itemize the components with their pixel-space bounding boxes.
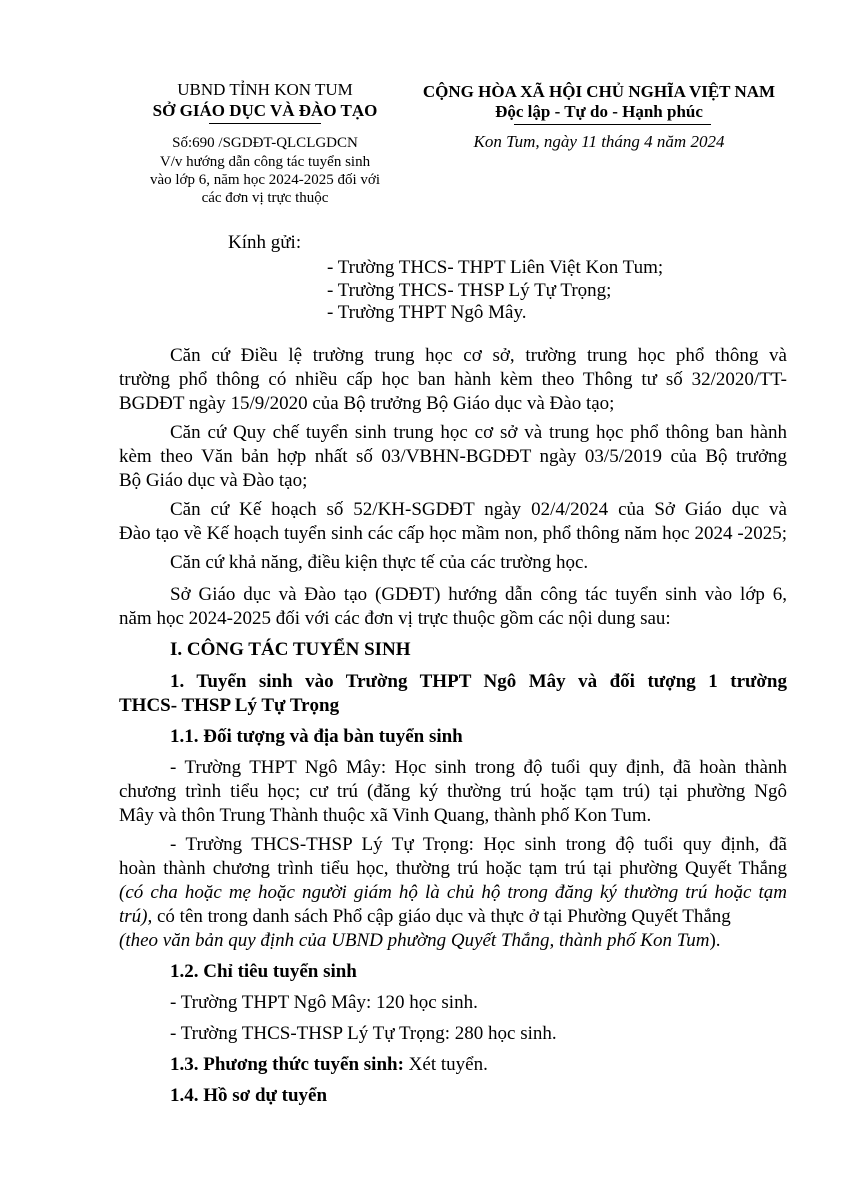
paragraph-line: Căn cứ Kế hoạch số 52/KH-SGDĐT ngày 02/4/2024 của Sở Giáo dục và <box>170 499 787 520</box>
subsection-heading: 1.4. Hồ sơ dự tuyển <box>170 1085 328 1106</box>
subsection-heading: 1. Tuyển sinh vào Trường THPT Ngô Mây và đối tượng 1 trường <box>170 671 787 692</box>
recipients-label: Kính gửi: <box>228 232 302 253</box>
department-underline <box>209 123 321 124</box>
nation-title: CỘNG HÒA XÃ HỘI CHỦ NGHĨA VIỆT NAM <box>422 82 776 101</box>
italic-fragment: (theo văn bản quy định của UBND phường Quyết Thắng, thành phố Kon Tum <box>119 930 710 951</box>
recipient-item: - Trường THCS- THPT Liên Việt Kon Tum; <box>327 257 664 278</box>
subject-line-2: vào lớp 6, năm học 2024-2025 đối với <box>149 172 380 188</box>
subject-line-3: các đơn vị trực thuộc <box>201 190 329 206</box>
motto-underline <box>514 124 711 125</box>
paragraph-line: Căn cứ Điều lệ trường trung học cơ sở, trường trung học phổ thông và <box>170 345 787 366</box>
subject-line-1: V/v hướng dẫn công tác tuyển sinh <box>159 154 371 170</box>
section-heading: I. CÔNG TÁC TUYỂN SINH <box>170 639 411 660</box>
agency-name: UBND TỈNH KON TUM <box>177 80 353 99</box>
nation-motto: Độc lập - Tự do - Hạnh phúc <box>495 102 703 121</box>
paragraph-line: Đào tạo về Kế hoạch tuyển sinh các cấp học mầm non, phổ thông năm học 2024 -2025; <box>119 523 787 544</box>
paragraph-line: hoàn thành chương trình tiểu học, thường trú hoặc tạm trú tại phường Quyết Thắng <box>119 858 787 879</box>
paragraph-line <box>119 930 721 952</box>
paragraph-line: Căn cứ Quy chế tuyển sinh trung học cơ sở và trung học phổ thông ban hành <box>170 422 787 443</box>
paragraph-line: chương trình tiểu học; cư trú (đăng ký thường trú hoặc tạm trú) tại phường Ngô <box>119 781 787 802</box>
heading-label: 1.3. Phương thức tuyển sinh: <box>170 1054 404 1075</box>
paragraph-line: - Trường THPT Ngô Mây: Học sinh trong độ tuổi quy định, đã hoàn thành <box>170 757 787 778</box>
paragraph-line: kèm theo Văn bản hợp nhất số 03/VBHN-BGDĐT ngày 03/5/2019 của Bộ trưởng <box>119 446 787 467</box>
paragraph-line: Sở Giáo dục và Đào tạo (GDĐT) hướng dẫn công tác tuyển sinh vào lớp 6, <box>170 584 787 605</box>
paragraph-line: Mây và thôn Trung Thành thuộc xã Vinh Quang, thành phố Kon Tum. <box>119 805 652 826</box>
paragraph-line: Căn cứ khả năng, điều kiện thực tế của các trường học. <box>170 552 589 573</box>
subsection-heading: 1.1. Đối tượng và địa bàn tuyển sinh <box>170 726 463 747</box>
recipient-item: - Trường THCS- THSP Lý Tự Trọng; <box>327 280 612 301</box>
paragraph-line-italic: (có cha hoặc mẹ hoặc người giám hộ là chủ hộ trong đăng ký thường trú hoặc tạm <box>119 882 787 903</box>
recipient-item: - Trường THPT Ngô Mây. <box>327 302 527 323</box>
paragraph-line: Bộ Giáo dục và Đào tạo; <box>119 470 308 491</box>
paragraph-line: trường phổ thông có nhiều cấp học ban hành kèm theo Thông tư số 32/2020/TT- <box>119 369 787 390</box>
paragraph-line: năm học 2024-2025 đối với các đơn vị trực thuộc gồm các nội dung sau: <box>119 608 671 629</box>
heading-value: Xét tuyển. <box>403 1054 488 1075</box>
paragraph-line <box>119 906 731 928</box>
subsection-heading: THCS- THSP Lý Tự Trọng <box>119 695 340 716</box>
department-name: SỞ GIÁO DỤC VÀ ĐÀO TẠO <box>152 101 378 120</box>
subsection-heading: 1.2. Chỉ tiêu tuyển sinh <box>170 961 357 982</box>
paragraph-line: - Trường THCS-THSP Lý Tự Trọng: 280 học sinh. <box>170 1023 557 1044</box>
paragraph-line: - Trường THPT Ngô Mây: 120 học sinh. <box>170 992 478 1013</box>
text-fragment: có tên trong danh sách Phổ cập giáo dục và thực ở tại Phường Quyết Thắng <box>152 906 731 927</box>
text-fragment: ). <box>709 930 721 951</box>
paragraph-line: - Trường THCS-THSP Lý Tự Trọng: Học sinh trong độ tuổi quy định, đã <box>170 834 787 855</box>
document-number: Số:690 /SGDĐT-QLCLGDCN <box>172 135 358 151</box>
subsection-heading <box>170 1054 488 1076</box>
place-date: Kon Tum, ngày 11 tháng 4 năm 2024 <box>473 132 725 151</box>
paragraph-line: BGDĐT ngày 15/9/2020 của Bộ trưởng Bộ Giáo dục và Đào tạo; <box>119 393 615 414</box>
italic-fragment: trú), <box>119 906 153 927</box>
